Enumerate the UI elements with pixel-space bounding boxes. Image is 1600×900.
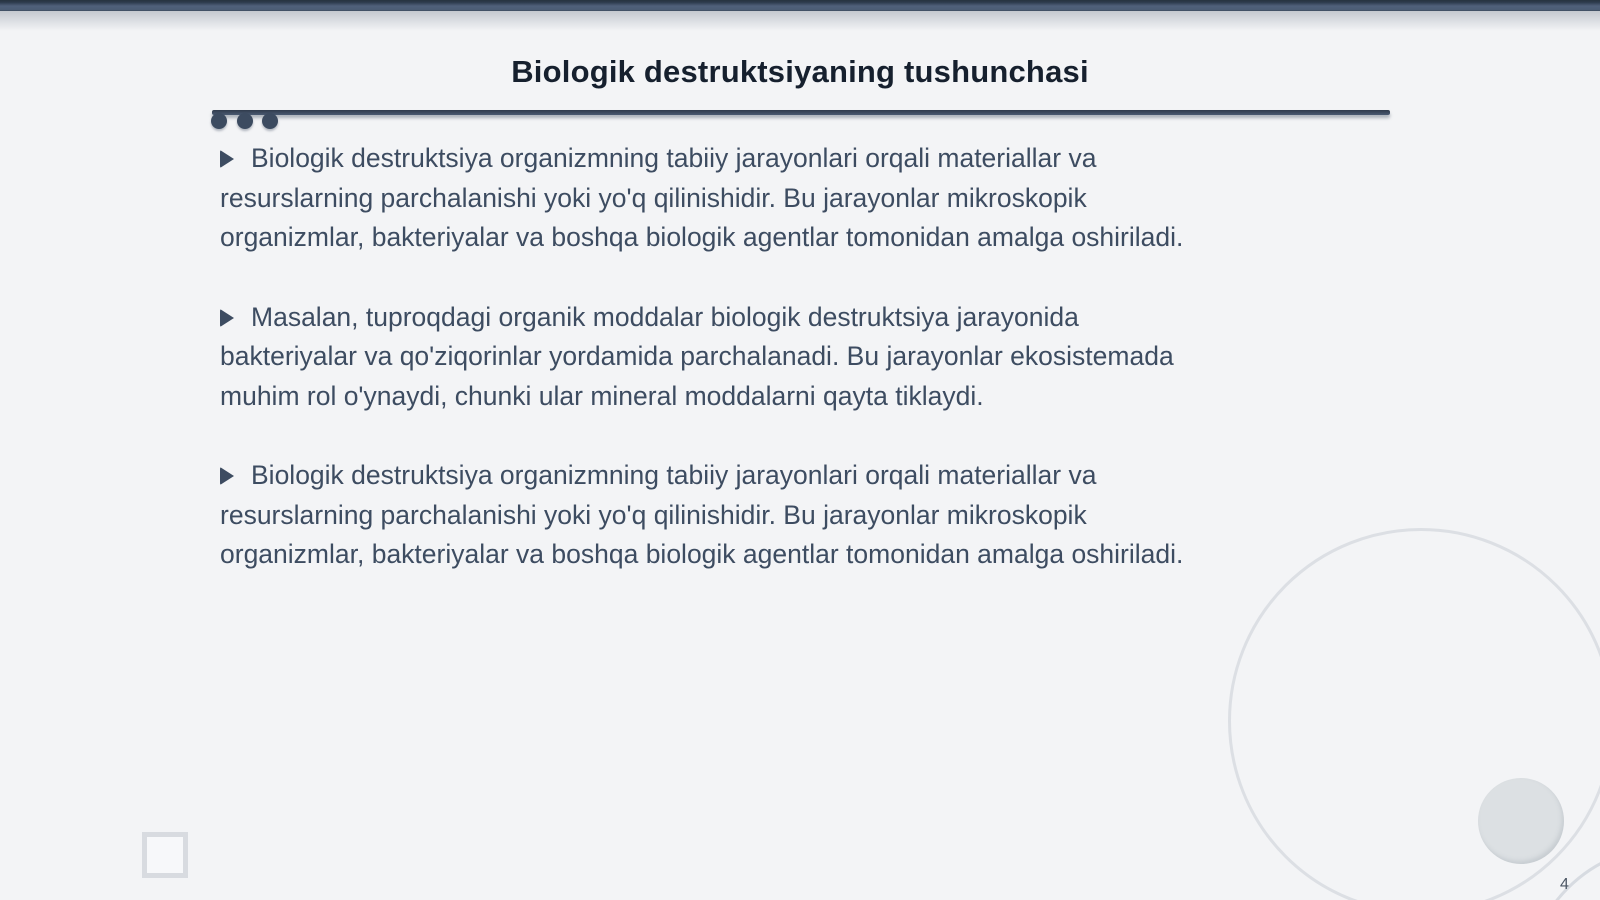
title-underline-rule	[212, 110, 1390, 115]
triangle-bullet-icon	[220, 309, 234, 327]
paragraph-line: resurslarning parchalanishi yoki yo'q qilinishidir. Bu jarayonlar mikroskopik	[220, 499, 1087, 530]
triangle-bullet-icon	[220, 467, 234, 485]
slide-body	[220, 139, 1340, 615]
paragraph-line: organizmlar, bakteriyalar va boshqa biologik agentlar tomonidan amalga oshiriladi.	[220, 539, 1184, 569]
paragraph-line	[220, 298, 1340, 338]
bullet-paragraph-1	[220, 139, 1340, 258]
paragraph-line: muhim rol o'ynaydi, chunki ular mineral moddalarni qayta tiklaydi.	[220, 380, 984, 411]
paragraph-text: Masalan, tuproqdagi organik moddalar biologik destruktsiya jarayonida	[251, 301, 1079, 332]
decor-square-outline	[142, 832, 188, 878]
triangle-bullet-icon	[220, 150, 234, 168]
paragraph-line: organizmlar, bakteriyalar va boshqa biologik agentlar tomonidan amalga oshiriladi.	[220, 222, 1184, 252]
paragraph-line: resurslarning parchalanishi yoki yo'q qilinishidir. Bu jarayonlar mikroskopik	[220, 182, 1087, 213]
decor-circle-filled	[1478, 778, 1564, 864]
page-number: 4	[1560, 876, 1569, 893]
paragraph-line	[220, 139, 1340, 179]
top-accent-bar	[0, 0, 1600, 11]
rule-dot	[262, 113, 278, 129]
paragraph-text: Biologik destruktsiya organizmning tabiiy jarayonlari orqali materiallar va	[251, 460, 1097, 490]
top-bar-shadow	[0, 11, 1600, 31]
paragraph-line	[220, 456, 1340, 496]
slide-title: Biologik destruktsiyaning tushunchasi	[511, 54, 1089, 89]
paragraph-text: Biologik destruktsiya organizmning tabiiy jarayonlari orqali materiallar va	[251, 143, 1097, 173]
rule-dot	[211, 113, 227, 129]
paragraph-line: bakteriyalar va qo'ziqorinlar yordamida parchalanadi. Bu jarayonlar ekosistemada	[220, 341, 1174, 371]
bullet-paragraph-2	[220, 298, 1340, 417]
rule-dot	[237, 113, 253, 129]
bullet-paragraph-3	[220, 456, 1340, 575]
